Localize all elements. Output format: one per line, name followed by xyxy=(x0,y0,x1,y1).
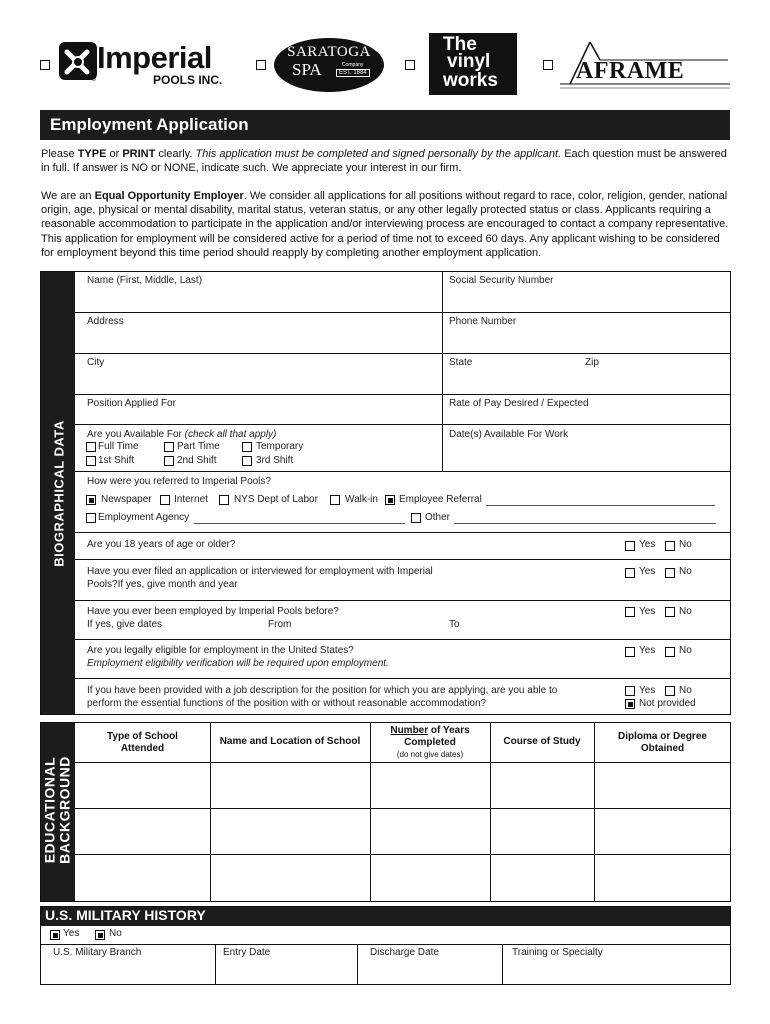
legal-eligibility-no-label: No xyxy=(679,645,692,656)
legal-eligibility-question: Are you legally eligible for employment in the United States? xyxy=(87,645,354,656)
internet-checkbox[interactable] xyxy=(160,495,170,505)
previous-employment-yes-label: Yes xyxy=(639,606,656,617)
years-completed-note: (do not give dates) xyxy=(396,750,464,759)
saratoga-spa-checkbox[interactable] xyxy=(256,60,266,70)
imperial-logo-text: Imperial xyxy=(97,40,212,75)
essential-functions-not-provided-label: Not provided xyxy=(639,698,696,709)
other-checkbox[interactable] xyxy=(411,513,421,523)
referral-question: How were you referred to Imperial Pools? xyxy=(87,476,271,487)
diploma-header xyxy=(594,731,731,755)
years-completed-header xyxy=(370,725,490,761)
training-specialty-field[interactable] xyxy=(503,960,730,984)
military-no-checkbox[interactable] xyxy=(95,930,105,940)
vinyl-logo-text: vinyl xyxy=(447,51,491,72)
years-completed-header-line1 xyxy=(370,725,490,737)
name-field-label: Name (First, Middle, Last) xyxy=(87,275,203,286)
background-label: BACKGROUND xyxy=(56,756,73,864)
of-years-text: of Years xyxy=(428,725,470,736)
intro-text: Please xyxy=(41,148,78,160)
city-field-label: City xyxy=(87,357,105,368)
essential-functions-followup: perform the essential functions of the position with or without reasonable accommodation? xyxy=(87,698,487,709)
state-zip-field[interactable] xyxy=(443,369,730,393)
employee-referral-checkbox[interactable] xyxy=(385,495,395,505)
walk-in-label: Walk-in xyxy=(345,494,378,505)
part-time-checkbox[interactable] xyxy=(164,442,174,452)
essential-functions-not-provided-checkbox[interactable] xyxy=(625,699,635,709)
first-shift-checkbox[interactable] xyxy=(86,456,96,466)
eoe-emphasis: Equal Opportunity Employer xyxy=(94,190,244,202)
intro-text: clearly. xyxy=(155,148,196,160)
rate-field[interactable] xyxy=(443,410,730,423)
ssn-field-label: Social Security Number xyxy=(449,275,554,286)
full-time-label: Full Time xyxy=(98,441,139,452)
diploma-header-line1: Diploma or Degree xyxy=(618,731,707,742)
previous-employment-no-checkbox[interactable] xyxy=(665,607,675,617)
works-logo-text: works xyxy=(443,70,498,91)
education-row-2[interactable] xyxy=(76,809,210,854)
aframe-logo-text: AFRAME xyxy=(576,58,685,84)
the-logo-text: The xyxy=(443,34,477,55)
military-yes-checkbox[interactable] xyxy=(50,930,60,940)
walk-in-checkbox[interactable] xyxy=(330,495,340,505)
employee-referral-line[interactable] xyxy=(486,505,715,506)
essential-functions-yes-label: Yes xyxy=(639,685,656,696)
registered-mark: ® xyxy=(91,76,97,83)
intro-text: or xyxy=(106,148,123,160)
internet-label: Internet xyxy=(174,494,208,505)
signature-requirement: This application must be completed and signed personally by the applicant. xyxy=(195,148,562,160)
previous-application-followup: Pools?If yes, give month and year xyxy=(87,579,238,590)
address-field-label: Address xyxy=(87,316,124,327)
age-18-no-checkbox[interactable] xyxy=(665,541,675,551)
educational-label: EDUCATIONAL xyxy=(41,756,58,864)
previous-employment-no-label: No xyxy=(679,606,692,617)
second-shift-checkbox[interactable] xyxy=(164,456,174,466)
name-field[interactable] xyxy=(76,287,441,311)
employee-referral-label: Employee Referral xyxy=(399,494,482,505)
part-time-label: Part Time xyxy=(177,441,220,452)
zip-field-label: Zip xyxy=(585,357,599,368)
other-label: Other xyxy=(425,512,451,523)
position-field-label: Position Applied For xyxy=(87,398,176,409)
third-shift-label: 3rd Shift xyxy=(256,455,294,466)
previous-employment-yes-checkbox[interactable] xyxy=(625,607,635,617)
discharge-date-label: Discharge Date xyxy=(370,947,439,958)
biographical-data-label: BIOGRAPHICAL DATA xyxy=(51,420,67,567)
vinyl-works-logo xyxy=(429,33,517,95)
age-18-no-label: No xyxy=(679,539,692,550)
employment-agency-label: Employment Agency xyxy=(98,512,190,523)
phone-field[interactable] xyxy=(443,328,730,352)
state-field-label: State xyxy=(449,357,473,368)
dates-available-label: Date(s) Available For Work xyxy=(449,429,569,440)
legal-eligibility-yes-label: Yes xyxy=(639,645,656,656)
training-specialty-label: Training or Specialty xyxy=(512,947,603,958)
entry-date-field[interactable] xyxy=(216,960,356,984)
availability-hint: (check all that apply) xyxy=(184,429,277,440)
essential-functions-question: If you have been provided with a job description for the position for which you are applying, are you able to xyxy=(87,685,558,696)
rate-field-label: Rate of Pay Desired / Expected xyxy=(449,398,589,409)
other-line[interactable] xyxy=(454,523,716,524)
school-name-header: Name and Location of School xyxy=(219,736,361,747)
previous-application-yes-label: Yes xyxy=(639,566,656,577)
availability-question xyxy=(87,429,276,440)
company-logo-text: Company xyxy=(342,62,364,68)
essential-functions-yes-checkbox[interactable] xyxy=(625,686,635,696)
number-emphasis: Number xyxy=(390,725,429,736)
city-field[interactable] xyxy=(76,369,441,393)
previous-application-yes-checkbox[interactable] xyxy=(625,568,635,578)
address-field[interactable] xyxy=(76,328,441,352)
temporary-checkbox[interactable] xyxy=(242,442,252,452)
pools-inc-logo-text: POOLS INC. xyxy=(153,73,223,87)
third-shift-checkbox[interactable] xyxy=(242,456,252,466)
essential-functions-no-label: No xyxy=(679,685,692,696)
education-row-1[interactable] xyxy=(76,763,210,808)
saratoga-logo-text: SARATOGA xyxy=(287,44,371,60)
ssn-field[interactable] xyxy=(443,287,730,311)
position-field[interactable] xyxy=(76,410,441,423)
diploma-header-line2: Obtained xyxy=(640,743,685,754)
legal-eligibility-note: Employment eligibility verification will be required upon employment. xyxy=(87,658,389,669)
school-type-header-line1: Type of School xyxy=(107,731,178,742)
temporary-label: Temporary xyxy=(256,441,304,452)
imperial-pools-logo xyxy=(57,40,237,90)
intro-paragraph-1 xyxy=(41,147,731,175)
age-18-question: Are you 18 years of age or older? xyxy=(87,539,236,550)
previous-employment-dates-label: If yes, give dates xyxy=(87,619,163,630)
to-date-label: To xyxy=(449,619,460,630)
military-yes-label: Yes xyxy=(63,928,80,939)
entry-date-label: Entry Date xyxy=(223,947,271,958)
imperial-pools-checkbox[interactable] xyxy=(40,60,50,70)
saratoga-spa-logo xyxy=(274,38,384,92)
previous-application-question: Have you ever filed an application or interviewed for employment with Imperial xyxy=(87,566,433,577)
newspaper-checkbox[interactable] xyxy=(86,495,96,505)
legal-eligibility-no-checkbox[interactable] xyxy=(665,647,675,657)
nys-dept-labor-checkbox[interactable] xyxy=(219,495,229,505)
military-history-title: U.S. MILITARY HISTORY xyxy=(45,907,206,923)
school-type-header-line2: Attended xyxy=(120,743,165,754)
employment-agency-checkbox[interactable] xyxy=(86,513,96,523)
legal-eligibility-yes-checkbox[interactable] xyxy=(625,647,635,657)
military-branch-label: U.S. Military Branch xyxy=(53,947,142,958)
second-shift-label: 2nd Shift xyxy=(177,455,217,466)
intro-text: . We consider all applications for all positions without regard to race, color, religion, gender, national origin, age, physical or mental disability, marital status, veteran status, or any other legally protected status or class. Applicants requiring a reasonable accommodation to participate in the application and/or interviewing process are encouraged to contact a company representative. This application for employment will be considered active for a period of time not to exceed 60 days. Any applicant wishing to be considered for employment beyond this time period should reapply by completing another employment application. xyxy=(41,190,729,259)
military-no-label: No xyxy=(109,928,122,939)
est-logo-text: EST. 1884 xyxy=(336,69,370,77)
previous-application-no-label: No xyxy=(679,566,692,577)
intro-paragraph-2 xyxy=(41,189,731,260)
years-completed-header-line2: Completed xyxy=(404,737,456,748)
intro-text: Each question must be answered in full. If answer is NO or NONE, indicate such. We appreciate your interest in our firm. xyxy=(41,148,727,174)
military-branch-field[interactable] xyxy=(41,960,214,984)
vinyl-works-checkbox[interactable] xyxy=(405,60,415,70)
employment-agency-line[interactable] xyxy=(194,523,405,524)
discharge-date-field[interactable] xyxy=(358,960,501,984)
education-row-3[interactable] xyxy=(76,855,210,901)
age-18-yes-label: Yes xyxy=(639,539,656,550)
newspaper-label: Newspaper xyxy=(101,494,152,505)
a-frame-logo xyxy=(560,38,730,92)
page-title: Employment Application xyxy=(50,115,249,134)
age-18-yes-checkbox[interactable] xyxy=(625,541,635,551)
previous-application-no-checkbox[interactable] xyxy=(665,568,675,578)
nys-dept-labor-label: NYS Dept of Labor xyxy=(234,494,318,505)
type-emphasis: TYPE xyxy=(77,148,107,160)
from-date-label: From xyxy=(268,619,292,630)
spa-logo-text: SPA xyxy=(292,60,322,79)
intro-text: We are an xyxy=(41,190,95,202)
title-bar xyxy=(40,110,730,140)
a-frame-checkbox[interactable] xyxy=(543,60,553,70)
course-of-study-header: Course of Study xyxy=(503,736,581,747)
school-type-header xyxy=(75,731,210,755)
full-time-checkbox[interactable] xyxy=(86,442,96,452)
essential-functions-no-checkbox[interactable] xyxy=(665,686,675,696)
phone-field-label: Phone Number xyxy=(449,316,517,327)
print-emphasis: PRINT xyxy=(122,148,156,160)
first-shift-label: 1st Shift xyxy=(98,455,135,466)
previous-employment-question: Have you ever been employed by Imperial Pools before? xyxy=(87,606,339,617)
availability-text: Are you Available For xyxy=(87,429,185,440)
